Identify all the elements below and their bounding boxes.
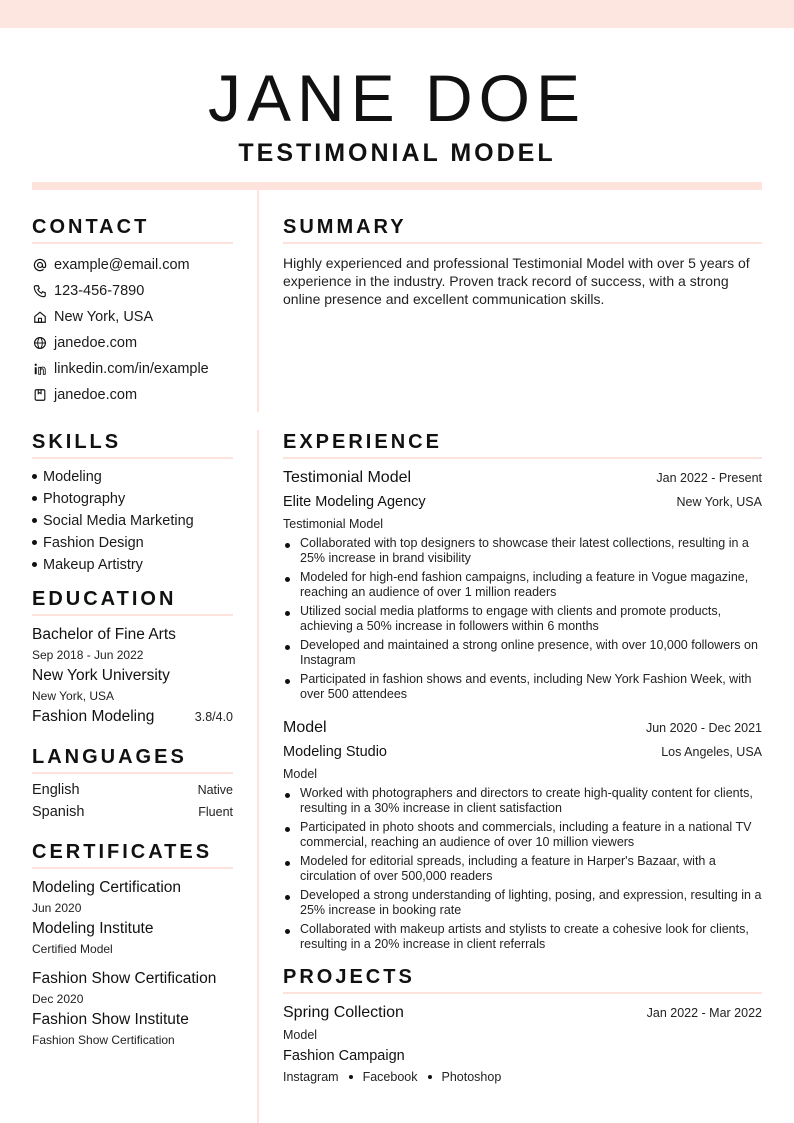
job-title: Testimonial Model [283,469,412,486]
portfolio-icon [32,387,48,403]
skill-item: Photography [32,488,233,510]
project-header [283,1001,762,1025]
certificate-issuer: Fashion Show Institute [32,1011,189,1028]
certificate-date: Dec 2020 [32,992,84,1006]
education-major-row [32,706,233,727]
linkedin-icon [32,361,48,377]
job-location: Los Angeles, USA [661,745,762,759]
summary-text: Highly experienced and professional Testimonial Model with over 5 years of experience in the industry. Proven track record of success, with a strong online presence and excellent communication skills. [283,255,750,307]
contact-linkedin-text: linkedin.com/in/example [54,361,209,377]
at-icon [32,257,48,273]
job-org-row [283,490,762,514]
top-accent-band [0,0,794,28]
contact-phone-text: 123-456-7890 [54,283,145,299]
bullet-dot [32,518,37,523]
job-bullet: Developed and maintained a strong online presence, with over 10,000 followers on Instagram [283,638,762,668]
job-entry [283,716,762,952]
job-org: Elite Modeling Agency [283,494,426,510]
job-bullets [283,786,762,952]
candidate-role: TESTIMONIAL MODEL [238,139,556,167]
language-row [32,782,233,804]
job-role: Model [283,767,318,781]
contact-list [32,252,233,408]
bullet-dot [32,540,37,545]
header-divider [32,182,762,190]
contact-portfolio[interactable] [32,382,233,408]
job-role: Testimonial Model [283,517,384,531]
project-role: Model [283,1028,318,1042]
language-name: English [32,782,80,798]
job-dates: Jan 2022 - Present [656,471,762,485]
certificate-name: Fashion Show Certification [32,970,217,987]
languages-list [32,782,233,826]
job-entry [283,466,762,702]
project-entry [283,1001,762,1086]
contact-website-text: janedoe.com [54,335,138,351]
job-bullet: Utilized social media platforms to engage with clients and promote products, achieving a 50% increase in followers within 6 months [283,604,762,634]
education-major: Fashion Modeling [32,708,155,725]
contact-location-text: New York, USA [54,309,154,325]
job-bullet: Participated in fashion shows and events, including New York Fashion Week, with over 500 attendees [283,672,762,702]
skill-item: Modeling [32,466,233,488]
education-entry [32,624,233,727]
job-bullets [283,536,762,702]
education-degree: Bachelor of Fine Arts [32,626,176,643]
job-bullet: Modeled for editorial spreads, including a feature in Harper's Bazaar, with a circulation of over 500,000 readers [283,854,762,884]
education-title: EDUCATION [32,587,233,616]
globe-icon [32,335,48,351]
project-tool: Instagram [283,1070,339,1084]
job-title: Model [283,719,327,736]
languages-section [32,745,233,826]
project-tool: Photoshop [441,1070,502,1084]
job-dates: Jun 2020 - Dec 2021 [645,721,762,735]
contact-title: CONTACT [32,215,233,244]
education-dates: Sep 2018 - Jun 2022 [32,648,144,662]
job-bullet: Collaborated with top designers to showcase their latest collections, resulting in a 25% increase in brand visibility [283,536,762,566]
contact-section [32,215,233,408]
phone-icon [32,283,48,299]
contact-email-text: example@email.com [54,257,190,273]
contact-portfolio-text: janedoe.com [54,387,138,403]
certificate-name: Modeling Certification [32,879,182,896]
certificates-title: CERTIFICATES [32,840,233,869]
column-divider-bottom [257,430,259,1123]
project-subtitle: Fashion Campaign [283,1048,405,1064]
certificate-date: Jun 2020 [32,901,82,915]
certificate-entry [32,968,233,1050]
languages-title: LANGUAGES [32,745,233,774]
education-gpa: 3.8/4.0 [194,710,233,724]
experience-title: EXPERIENCE [283,430,762,459]
language-row [32,804,233,826]
skills-section [32,430,233,576]
job-bullet: Developed a strong understanding of lighting, posing, and expression, resulting in a 25% increase in booking rate [283,888,762,918]
job-org: Modeling Studio [283,744,387,760]
skills-title: SKILLS [32,430,233,459]
skill-item: Makeup Artistry [32,554,233,576]
skill-item: Social Media Marketing [32,510,233,532]
column-divider-top [257,190,259,412]
contact-email[interactable] [32,252,233,278]
certificate-desc: Certified Model [32,942,113,956]
language-level: Native [197,783,233,797]
education-school: New York University [32,667,170,684]
language-level: Fluent [198,805,233,819]
project-dates: Jan 2022 - Mar 2022 [646,1006,762,1020]
contact-location [32,304,233,330]
language-name: Spanish [32,804,85,820]
summary-title: SUMMARY [283,215,762,244]
separator-dot [349,1075,353,1079]
job-bullet: Worked with photographers and directors to create high-quality content for clients, resulting in a 30% increase in client satisfaction [283,786,762,816]
candidate-name: JANE DOE [207,61,587,135]
bullet-dot [32,562,37,567]
projects-title: PROJECTS [283,965,762,994]
separator-dot [428,1075,432,1079]
skills-list [32,466,233,576]
job-bullet: Participated in photo shoots and commercials, including a feature in a national TV commercial, reaching an audience of over 10 million viewers [283,820,762,850]
summary-section [283,215,762,308]
home-icon [32,309,48,325]
job-bullet: Collaborated with makeup artists and stylists to create a cohesive look for clients, resulting in a 20% increase in client referrals [283,922,762,952]
job-header [283,466,762,490]
experience-section [283,430,762,956]
certificate-issuer: Modeling Institute [32,920,154,937]
skill-item: Fashion Design [32,532,233,554]
education-section [32,587,233,727]
bullet-dot [32,496,37,501]
job-location: New York, USA [676,495,762,509]
certificate-entry [32,877,233,959]
education-location: New York, USA [32,689,115,703]
contact-website[interactable] [32,330,233,356]
project-tools [283,1068,762,1086]
project-name: Spring Collection [283,1004,404,1021]
job-header [283,716,762,740]
job-bullet: Modeled for high-end fashion campaigns, including a feature in Vogue magazine, reaching an audience of over 1 million readers [283,570,762,600]
certificate-desc: Fashion Show Certification [32,1033,175,1047]
contact-linkedin[interactable] [32,356,233,382]
bullet-dot [32,474,37,479]
job-org-row [283,740,762,764]
certificates-section [32,840,233,1050]
contact-phone[interactable] [32,278,233,304]
project-tool: Facebook [362,1070,418,1084]
projects-section [283,965,762,1086]
